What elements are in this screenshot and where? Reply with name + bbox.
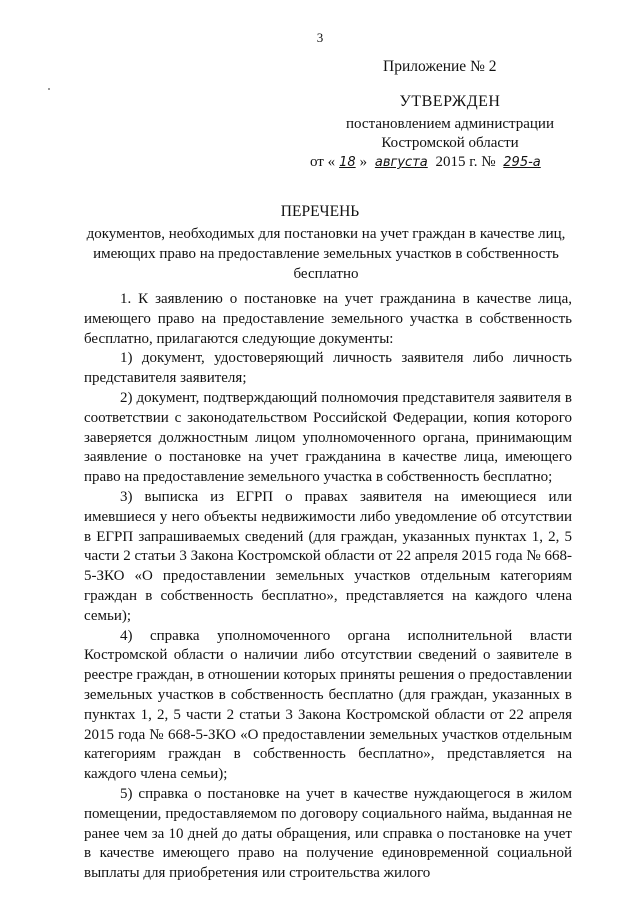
page-number: 3 <box>316 30 324 45</box>
paragraph-item-1: 1) документ, удостоверяющий личность заявителя либо личность представителя заявителя; <box>84 350 572 387</box>
document-subtitle: документов, необходимых для постановки на учет граждан в качестве лиц, имеющих право на предоставление земельных участков в собственность бесплатно <box>86 226 566 282</box>
approval-title: УТВЕРЖДЕН <box>399 93 501 110</box>
document-body <box>84 290 572 884</box>
paragraph-item-3: 3) выписка из ЕГРП о правах заявителя на имеющиеся или имевшиеся у него объекты недвижимости либо уведомление об отсутствии в ЕГРП запрашиваемых сведений (для граждан, указанных пунктах 1, 2, 5 части 2 статьи 3 Закона Костромской области от 22 апреля 2015 года № 668-5-ЗКО «О предоставлении земельных участков отдельным категориям граждан в собственность бесплатно», представляется на каждого члена семьи); <box>84 488 572 624</box>
paragraph-1: 1. К заявлению о постановке на учет гражданина в качестве лица, имеющего право на предоставление земельного участка в собственность бесплатно, прилагаются следующие документы: <box>84 291 572 347</box>
approval-line-2: Костромской области <box>381 135 519 151</box>
paragraph-item-4: 4) справка уполномоченного органа исполнительной власти Костромской области о наличии либо отсутствии сведений о заявителе в реестре граждан, в отношении которых приняты решения о предоставлении земельных участков в собственность бесплатно (для граждан, указанных в пунктах 1, 2, 5 части 2 статьи 3 Закона Костромской области от 22 апреля 2015 года № 668-5-ЗКО «О предоставлении земельных участков отдельным категориям граждан в собственность бесплатно», представляется на каждого члена семьи); <box>84 627 572 783</box>
paragraph-item-5: 5) справка о постановке на учет в качестве нуждающегося в жилом помещении, предоставляемом по договору социального найма, выданная не ранее чем за 10 дней до даты обращения, или справка о постановке на учет в качестве имеющего право на получение единовременной социальной выплаты для приобретения или строительства жилого <box>84 785 572 882</box>
date-year: 2015 г. № <box>435 154 496 170</box>
approval-date-line <box>310 153 600 172</box>
appendix-label: Приложение № 2 <box>383 58 497 75</box>
date-prefix: от « <box>310 154 336 170</box>
date-mid: » <box>359 154 368 170</box>
scan-mark <box>48 88 50 90</box>
approval-line-1: постановлением администрации <box>346 116 554 132</box>
decree-number: 295-а <box>503 155 541 170</box>
date-month: августа <box>374 155 428 170</box>
document-title: ПЕРЕЧЕНЬ <box>280 203 360 220</box>
paragraph-item-2: 2) документ, подтверждающий полномочия представителя заявителя в соответствии с законодательством Российской Федерации, копия которого заверяется должностным лицом уполномоченного органа, принимающим заявление о постановке на учет гражданина в качестве лица, имеющего право на предоставление земельного участка в собственность бесплатно; <box>84 389 572 486</box>
date-day: 18 <box>339 155 356 170</box>
approval-block <box>300 92 600 172</box>
